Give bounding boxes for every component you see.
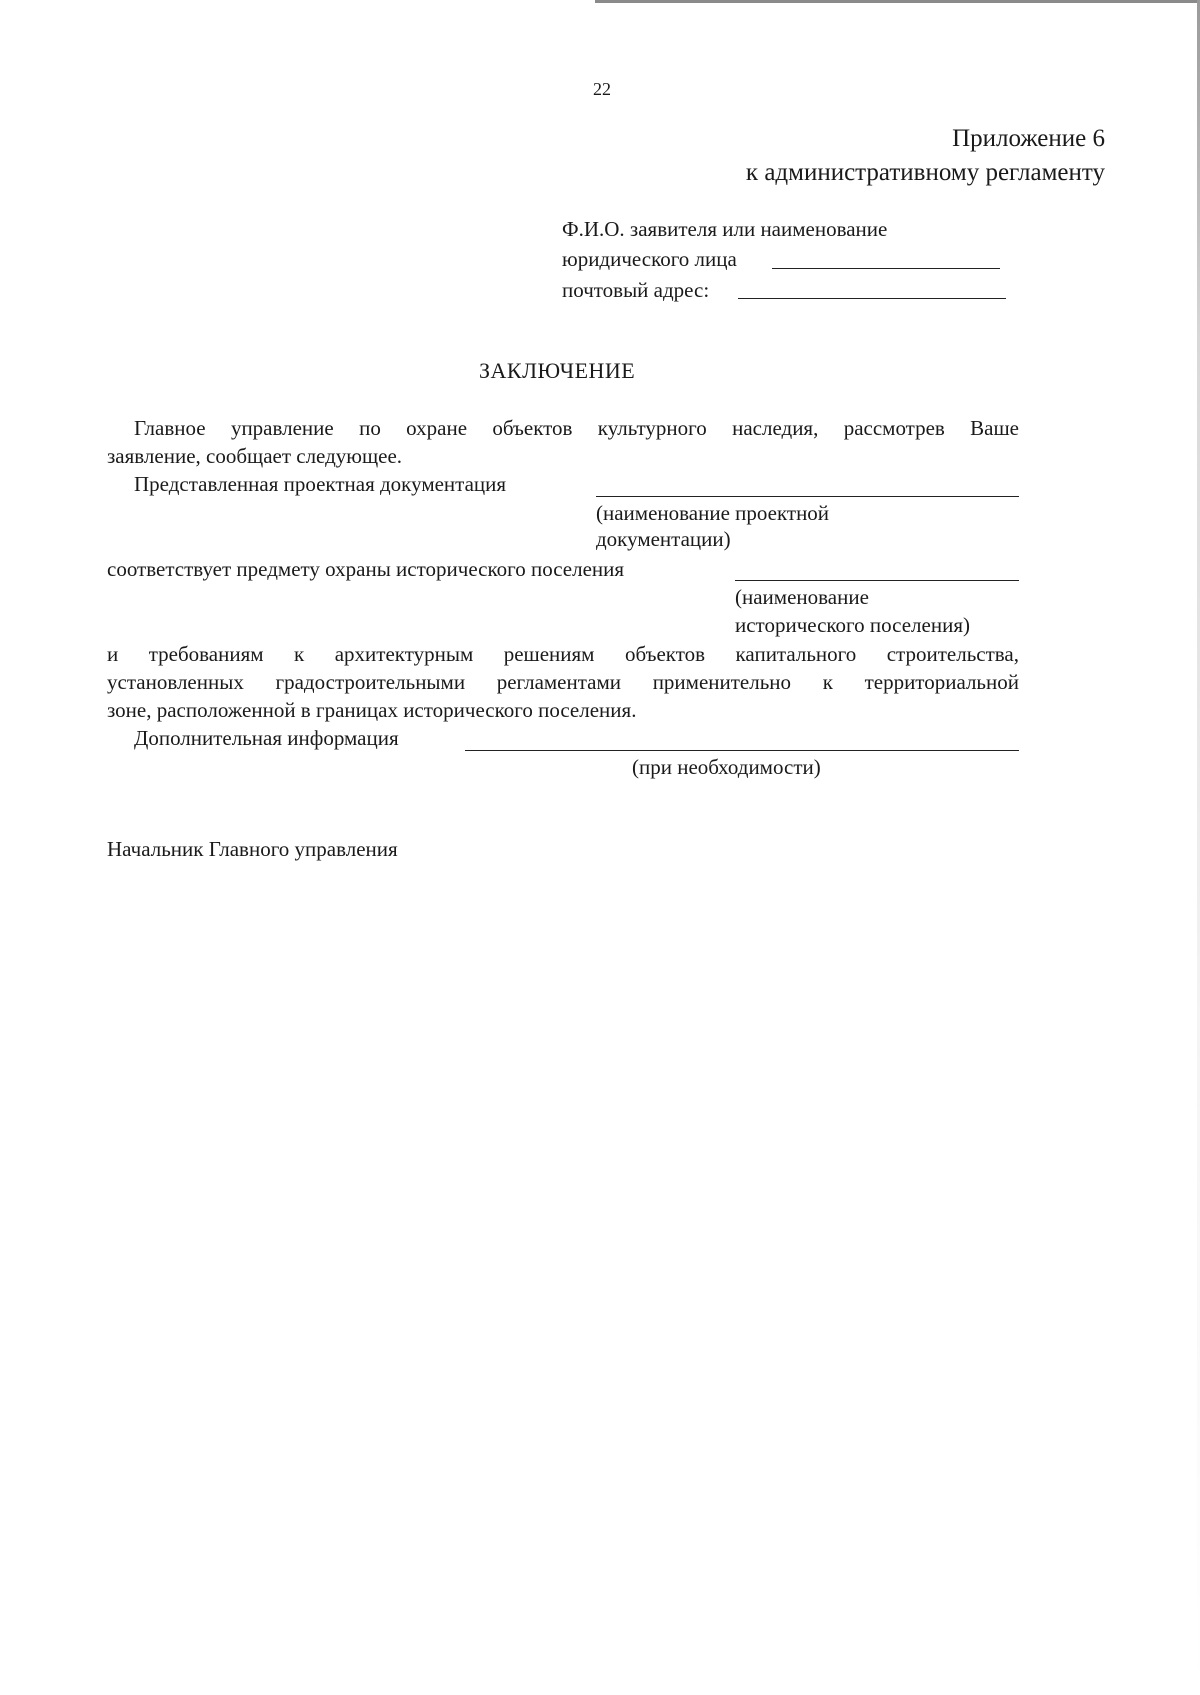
scan-edge-top — [595, 0, 1200, 3]
additional-info-underline — [465, 750, 1019, 751]
signature-position: Начальник Главного управления — [107, 837, 398, 861]
intro-text-line-1: Главное управление по охране объектов культурного наследия, рассмотрев Ваше — [134, 416, 1019, 440]
appendix-subtitle: к административному регламенту — [745, 159, 1105, 186]
postal-address-underline — [738, 298, 1006, 299]
settlement-hint-1: (наименование — [735, 585, 869, 609]
additional-info-hint: (при необходимости) — [632, 755, 821, 779]
applicant-name-label: Ф.И.О. заявителя или наименование — [562, 217, 888, 241]
requirements-line-1: и требованиям к архитектурным решениям объектов капитального строительства, — [107, 642, 1019, 666]
project-doc-label: Представленная проектная документация — [134, 472, 507, 496]
postal-address-label: почтовый адрес: — [562, 278, 710, 302]
legal-entity-label: юридического лица — [562, 247, 737, 271]
additional-info-label: Дополнительная информация — [134, 726, 399, 750]
requirements-line-2: установленных градостроительными регламентами применительно к территориальной — [107, 670, 1019, 694]
document-heading: ЗАКЛЮЧЕНИЕ — [479, 358, 636, 383]
page-number: 22 — [593, 79, 611, 99]
settlement-underline — [735, 580, 1019, 581]
requirements-line-3: зоне, расположенной в границах исторического поселения. — [107, 698, 637, 722]
settlement-hint-2: исторического поселения) — [735, 613, 970, 637]
project-doc-hint-1: (наименование проектной — [596, 501, 830, 525]
settlement-label: соответствует предмету охраны исторического поселения — [107, 557, 625, 581]
project-doc-underline — [596, 496, 1019, 497]
project-doc-hint-2: документации) — [596, 527, 731, 551]
legal-entity-underline — [772, 268, 1000, 269]
intro-text-line-2: заявление, сообщает следующее. — [107, 444, 403, 468]
appendix-title: Приложение 6 — [952, 125, 1105, 152]
